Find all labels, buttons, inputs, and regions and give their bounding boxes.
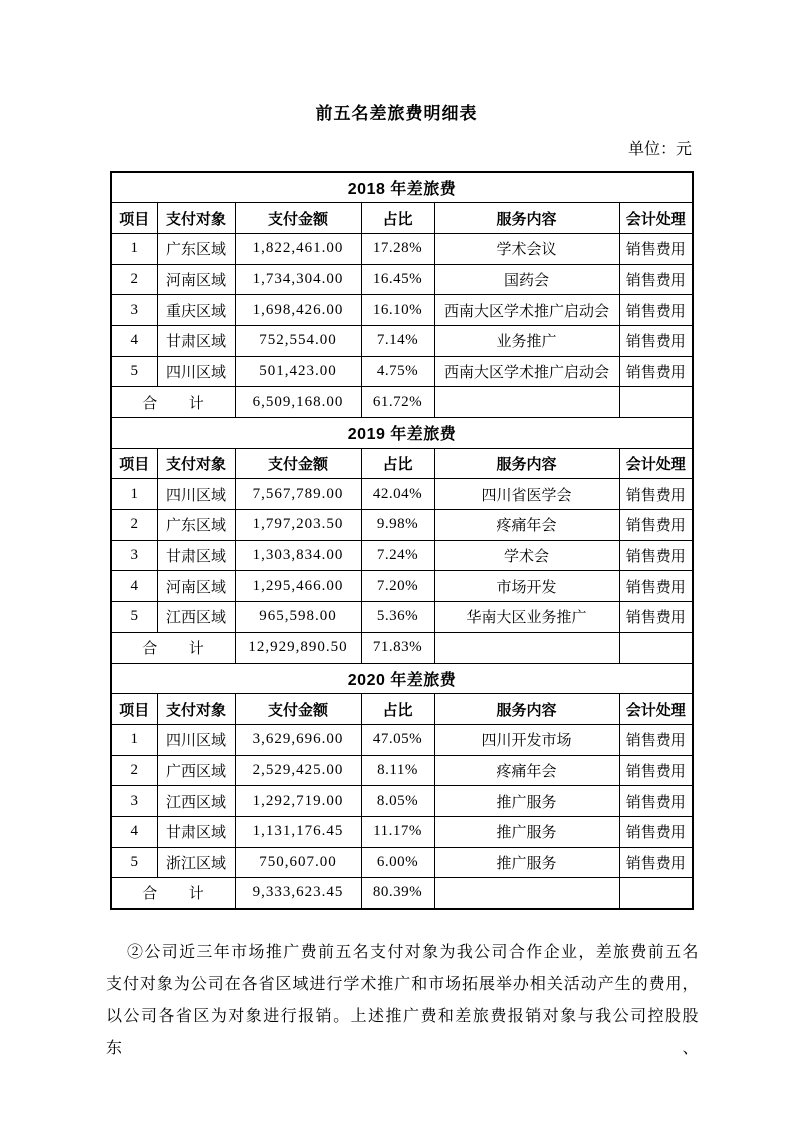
year-header-row (111, 418, 693, 449)
cell-accounting: 销售费用 (619, 479, 693, 510)
cell-accounting: 销售费用 (619, 602, 693, 633)
cell-accounting: 销售费用 (619, 325, 693, 356)
table-row (111, 295, 693, 326)
cell-item-no: 5 (111, 356, 157, 387)
cell-payee: 甘肃区域 (157, 325, 235, 356)
total-service (434, 387, 619, 418)
table-row (111, 571, 693, 602)
cell-item-no: 1 (111, 479, 157, 510)
cell-payee: 广东区域 (157, 510, 235, 541)
column-header: 项目 (111, 203, 157, 234)
cell-service: 推广服务 (434, 847, 619, 878)
cell-ratio: 4.75% (361, 356, 434, 387)
table-row (111, 540, 693, 571)
cell-payee: 江西区域 (157, 602, 235, 633)
cell-service: 疼痛年会 (434, 755, 619, 786)
cell-item-no: 4 (111, 571, 157, 602)
table-row (111, 724, 693, 755)
cell-ratio: 5.36% (361, 602, 434, 633)
column-header: 服务内容 (434, 203, 619, 234)
column-header: 支付金额 (235, 203, 361, 234)
cell-amount: 1,797,203.50 (235, 510, 361, 541)
column-header: 支付对象 (157, 694, 235, 725)
table-row (111, 356, 693, 387)
cell-item-no: 3 (111, 540, 157, 571)
table-row (111, 233, 693, 264)
total-ratio: 80.39% (361, 878, 434, 909)
total-ratio: 71.83% (361, 632, 434, 663)
cell-amount: 965,598.00 (235, 602, 361, 633)
cell-service: 西南大区学术推广启动会 (434, 356, 619, 387)
cell-item-no: 3 (111, 295, 157, 326)
cell-service: 业务推广 (434, 325, 619, 356)
cell-service: 华南大区业务推广 (434, 602, 619, 633)
cell-service: 学术会 (434, 540, 619, 571)
cell-accounting: 销售费用 (619, 786, 693, 817)
column-header: 服务内容 (434, 694, 619, 725)
year-section-title: 2019 年差旅费 (111, 418, 693, 449)
cell-ratio: 7.14% (361, 325, 434, 356)
total-service (434, 632, 619, 663)
cell-accounting: 销售费用 (619, 724, 693, 755)
travel-expense-table (110, 171, 694, 910)
column-header: 支付金额 (235, 448, 361, 479)
cell-amount: 1,292,719.00 (235, 786, 361, 817)
cell-ratio: 7.24% (361, 540, 434, 571)
cell-payee: 河南区域 (157, 571, 235, 602)
year-section-title: 2018 年差旅费 (111, 172, 693, 203)
page-title: 前五名差旅费明细表 (315, 104, 478, 123)
cell-item-no: 1 (111, 724, 157, 755)
column-header: 会计处理 (619, 448, 693, 479)
cell-accounting: 销售费用 (619, 755, 693, 786)
column-header-row (111, 694, 693, 725)
cell-accounting: 销售费用 (619, 571, 693, 602)
total-accounting (619, 387, 693, 418)
footnote-line: 以公司各省区为对象进行报销。上述推广费和差旅费报销对象与我公司控股股东、 (106, 1007, 699, 1057)
cell-service: 推广服务 (434, 816, 619, 847)
cell-service: 西南大区学术推广启动会 (434, 295, 619, 326)
table-row (111, 479, 693, 510)
cell-item-no: 5 (111, 602, 157, 633)
cell-accounting: 销售费用 (619, 295, 693, 326)
column-header: 支付对象 (157, 448, 235, 479)
cell-amount: 3,629,696.00 (235, 724, 361, 755)
total-ratio: 61.72% (361, 387, 434, 418)
cell-amount: 752,554.00 (235, 325, 361, 356)
column-header: 支付金额 (235, 694, 361, 725)
table-row (111, 847, 693, 878)
total-service (434, 878, 619, 909)
column-header: 项目 (111, 694, 157, 725)
cell-accounting: 销售费用 (619, 816, 693, 847)
cell-payee: 甘肃区域 (157, 540, 235, 571)
year-header-row (111, 172, 693, 203)
unit-label: 单位：元 (627, 141, 692, 158)
year-section-title: 2020 年差旅费 (111, 663, 693, 694)
cell-payee: 重庆区域 (157, 295, 235, 326)
total-accounting (619, 878, 693, 909)
column-header-row (111, 203, 693, 234)
table-row (111, 816, 693, 847)
cell-item-no: 2 (111, 510, 157, 541)
cell-accounting: 销售费用 (619, 356, 693, 387)
cell-amount: 1,131,176.45 (235, 816, 361, 847)
cell-payee: 广西区域 (157, 755, 235, 786)
year-header-row (111, 663, 693, 694)
column-header: 会计处理 (619, 203, 693, 234)
cell-amount: 7,567,789.00 (235, 479, 361, 510)
table-row (111, 510, 693, 541)
table-row (111, 264, 693, 295)
cell-ratio: 6.00% (361, 847, 434, 878)
column-header: 支付对象 (157, 203, 235, 234)
cell-amount: 1,734,304.00 (235, 264, 361, 295)
cell-ratio: 42.04% (361, 479, 434, 510)
cell-service: 国药会 (434, 264, 619, 295)
cell-payee: 四川区域 (157, 356, 235, 387)
table-row (111, 755, 693, 786)
cell-item-no: 1 (111, 233, 157, 264)
footnote-paragraph (106, 937, 699, 1065)
cell-payee: 广东区域 (157, 233, 235, 264)
column-header: 服务内容 (434, 448, 619, 479)
cell-payee: 四川区域 (157, 479, 235, 510)
total-amount: 6,509,168.00 (235, 387, 361, 418)
cell-service: 市场开发 (434, 571, 619, 602)
footnote-line: ②公司近三年市场推广费前五名支付对象为我公司合作企业，差旅费前五名 (127, 943, 699, 961)
cell-ratio: 16.10% (361, 295, 434, 326)
table-row (111, 325, 693, 356)
cell-item-no: 4 (111, 816, 157, 847)
cell-amount: 750,607.00 (235, 847, 361, 878)
cell-service: 推广服务 (434, 786, 619, 817)
cell-amount: 501,423.00 (235, 356, 361, 387)
cell-ratio: 11.17% (361, 816, 434, 847)
column-header: 会计处理 (619, 694, 693, 725)
cell-accounting: 销售费用 (619, 233, 693, 264)
cell-accounting: 销售费用 (619, 510, 693, 541)
total-label: 合 计 (111, 632, 235, 663)
cell-accounting: 销售费用 (619, 264, 693, 295)
total-label: 合 计 (111, 387, 235, 418)
cell-item-no: 5 (111, 847, 157, 878)
cell-item-no: 4 (111, 325, 157, 356)
column-header: 占比 (361, 448, 434, 479)
cell-accounting: 销售费用 (619, 847, 693, 878)
cell-accounting: 销售费用 (619, 540, 693, 571)
total-row (111, 387, 693, 418)
total-row (111, 878, 693, 909)
cell-ratio: 8.05% (361, 786, 434, 817)
cell-item-no: 2 (111, 755, 157, 786)
total-label: 合 计 (111, 878, 235, 909)
cell-amount: 1,295,466.00 (235, 571, 361, 602)
total-row (111, 632, 693, 663)
cell-amount: 1,698,426.00 (235, 295, 361, 326)
cell-ratio: 9.98% (361, 510, 434, 541)
table-row (111, 602, 693, 633)
column-header-row (111, 448, 693, 479)
column-header: 项目 (111, 448, 157, 479)
total-amount: 12,929,890.50 (235, 632, 361, 663)
cell-payee: 浙江区域 (157, 847, 235, 878)
column-header: 占比 (361, 203, 434, 234)
cell-service: 疼痛年会 (434, 510, 619, 541)
cell-service: 学术会议 (434, 233, 619, 264)
cell-amount: 1,303,834.00 (235, 540, 361, 571)
cell-ratio: 17.28% (361, 233, 434, 264)
total-accounting (619, 632, 693, 663)
table-row (111, 786, 693, 817)
column-header: 占比 (361, 694, 434, 725)
cell-service: 四川开发市场 (434, 724, 619, 755)
cell-ratio: 47.05% (361, 724, 434, 755)
cell-amount: 2,529,425.00 (235, 755, 361, 786)
cell-payee: 江西区域 (157, 786, 235, 817)
cell-payee: 四川区域 (157, 724, 235, 755)
cell-payee: 河南区域 (157, 264, 235, 295)
cell-item-no: 3 (111, 786, 157, 817)
cell-item-no: 2 (111, 264, 157, 295)
cell-service: 四川省医学会 (434, 479, 619, 510)
total-amount: 9,333,623.45 (235, 878, 361, 909)
cell-ratio: 8.11% (361, 755, 434, 786)
cell-ratio: 7.20% (361, 571, 434, 602)
cell-ratio: 16.45% (361, 264, 434, 295)
cell-payee: 甘肃区域 (157, 816, 235, 847)
cell-amount: 1,822,461.00 (235, 233, 361, 264)
footnote-line: 支付对象为公司在各省区域进行学术推广和市场拓展举办相关活动产生的费用， (106, 975, 699, 993)
